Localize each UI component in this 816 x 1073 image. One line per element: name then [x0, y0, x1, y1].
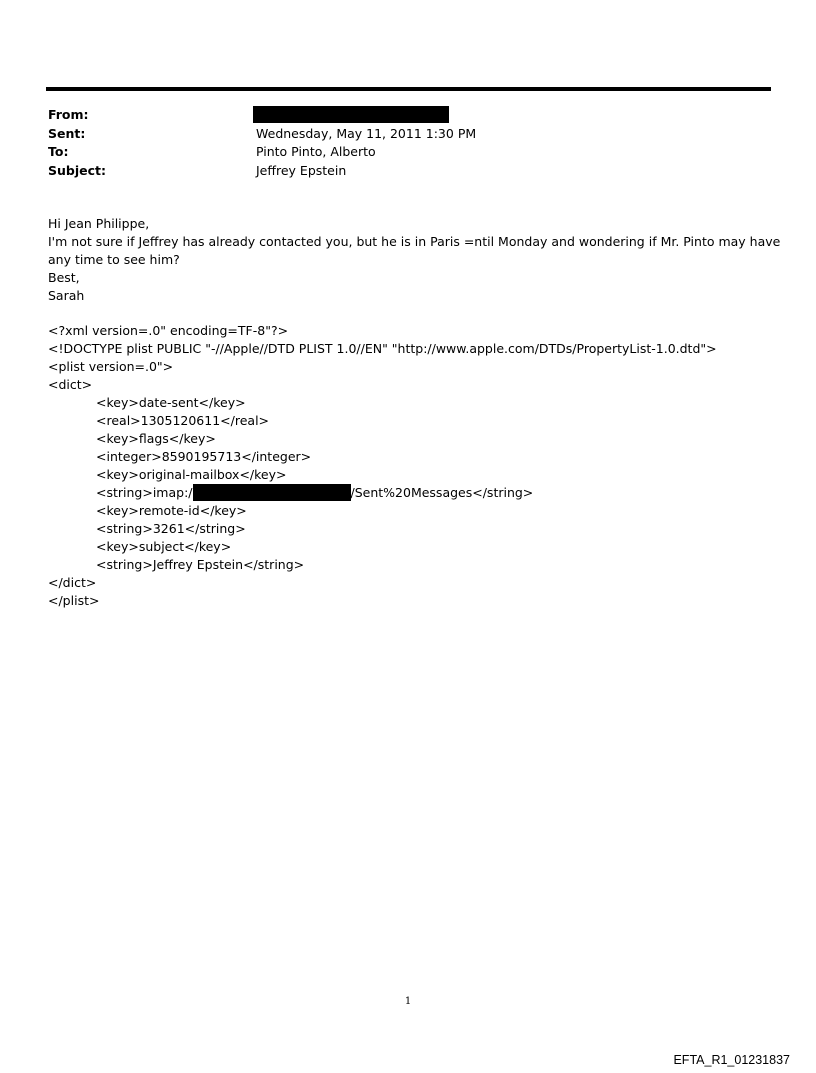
- top-rule: [46, 87, 771, 91]
- page-number: 1: [404, 996, 412, 1007]
- dict-open: <dict>: [48, 377, 93, 392]
- body-line: I'm not sure if Jeffrey has already contacted you, but he is in Paris =ntil Monday and wondering if Mr. Pinto may have: [48, 234, 781, 249]
- subject-label: Subject:: [48, 162, 106, 178]
- string-subject: <string>Jeffrey Epstein</string>: [96, 557, 305, 572]
- subject-value: Jeffrey Epstein: [256, 162, 347, 178]
- imap-prefix: <string>imap:/: [96, 485, 193, 500]
- real-value: <real>1305120611</real>: [96, 413, 270, 428]
- subject-row: [48, 162, 768, 181]
- plist-close: </plist>: [48, 593, 100, 608]
- integer-value: <integer>8590195713</integer>: [96, 449, 312, 464]
- imap-redaction: [193, 484, 351, 501]
- sent-row: [48, 125, 768, 144]
- to-row: [48, 143, 768, 162]
- string-remote-id: <string>3261</string>: [96, 521, 246, 536]
- key-flags: <key>flags</key>: [96, 431, 216, 446]
- xml-declaration: <?xml version=.0" encoding=TF-8"?>: [48, 323, 289, 338]
- sent-label: Sent:: [48, 125, 86, 141]
- sent-value: Wednesday, May 11, 2011 1:30 PM: [256, 125, 477, 141]
- imap-suffix: /Sent%20Messages</string>: [350, 485, 534, 500]
- to-value: Pinto Pinto, Alberto: [256, 144, 376, 159]
- key-original-mailbox: <key>original-mailbox</key>: [96, 467, 287, 482]
- string-imap-line: [48, 484, 778, 502]
- body-line: any time to see him?: [48, 252, 180, 267]
- email-header: [48, 106, 768, 180]
- key-subject: <key>subject</key>: [96, 539, 232, 554]
- from-row: [48, 106, 768, 125]
- to-label: To:: [48, 144, 69, 159]
- body-line: Sarah: [48, 288, 85, 303]
- doctype-line: <!DOCTYPE plist PUBLIC "-//Apple//DTD PLIST 1.0//EN" "http://www.apple.com/DTDs/PropertyList-1.0.dtd">: [48, 341, 717, 356]
- body-line: Best,: [48, 270, 80, 285]
- plist-open: <plist version=.0">: [48, 359, 174, 374]
- key-remote-id: <key>remote-id</key>: [96, 503, 247, 518]
- from-label: From:: [48, 107, 89, 122]
- email-body: [48, 215, 781, 305]
- body-line: Hi Jean Philippe,: [48, 216, 150, 231]
- bates-number: EFTA_R1_01231837: [673, 1053, 790, 1067]
- plist-block: [48, 322, 778, 610]
- dict-close: </dict>: [48, 575, 97, 590]
- key-date-sent: <key>date-sent</key>: [96, 395, 246, 410]
- from-redaction: [253, 106, 449, 123]
